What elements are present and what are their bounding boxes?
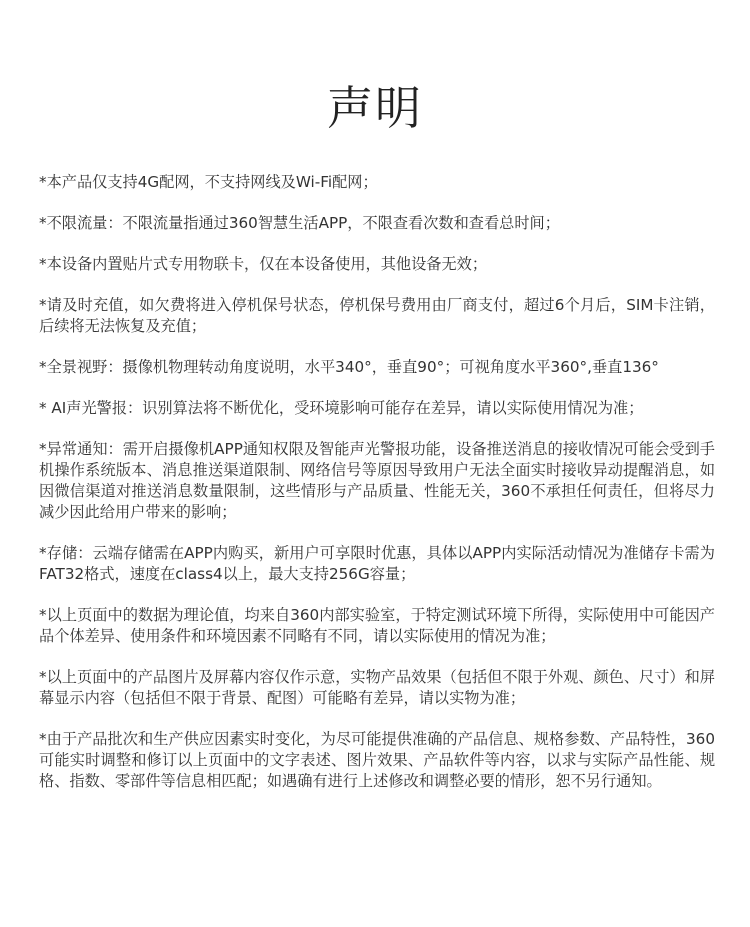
disclaimer-notes [39, 172, 715, 812]
note-unlimited-data: *不限流量：不限流量指通过360智慧生活APP，不限查看次数和查看总时间； [39, 214, 560, 232]
note-panoramic-view: *全景视野：摄像机物理转动角度说明，水平340°，垂直90°；可视角度水平360°,垂直136° [39, 358, 659, 376]
note-4g-network: *本产品仅支持4G配网，不支持网线及Wi-Fi配网； [39, 173, 378, 191]
note-theoretical-data: *以上页面中的数据为理论值，均来自360内部实验室，于特定测试环境下所得，实际使用中可能因产品个体差异、使用条件和环境因素不同略有不同，请以实际使用的情况为准； [39, 606, 715, 645]
note-abnormal-notification: *异常通知：需开启摄像机APP通知权限及智能声光警报功能，设备推送消息的接收情况可能会受到手机操作系统版本、消息推送渠道限制、网络信号等原因导致用户无法全面实时接收异动提醒消息，如因微信渠道对推送消息数量限制，这些情形与产品质量、性能无关，360不承担任何责任，但将尽力减少因此给用户带来的影响； [39, 440, 715, 521]
page-title: 声明 [327, 81, 423, 135]
note-storage: *存储：云端存储需在APP内购买，新用户可享限时优惠，具体以APP内实际活动情况为准储存卡需为FAT32格式，速度在class4以上，最大支持256G容量； [39, 544, 715, 583]
note-illustrative-images: *以上页面中的产品图片及屏幕内容仅作示意，实物产品效果（包括但不限于外观、颜色、尺寸）和屏幕显示内容（包括但不限于背景、配图）可能略有差异，请以实物为准； [39, 668, 715, 707]
note-product-changes: *由于产品批次和生产供应因素实时变化，为尽可能提供准确的产品信息、规格参数、产品特性，360可能实时调整和修订以上页面中的文字表述、图片效果、产品软件等内容，以求与实际产品性能、规格、指数、零部件等信息相匹配；如遇确有进行上述修改和调整必要的情形，恕不另行通知。 [39, 730, 715, 790]
note-recharge: *请及时充值，如欠费将进入停机保号状态，停机保号费用由厂商支付，超过6个月后，SIM卡注销，后续将无法恢复及充值； [39, 296, 715, 335]
note-ai-alarm: * AI声光警报：识别算法将不断优化，受环境影响可能存在差异，请以实际使用情况为准； [39, 399, 644, 417]
note-iot-card: *本设备内置贴片式专用物联卡，仅在本设备使用，其他设备无效； [39, 255, 488, 273]
